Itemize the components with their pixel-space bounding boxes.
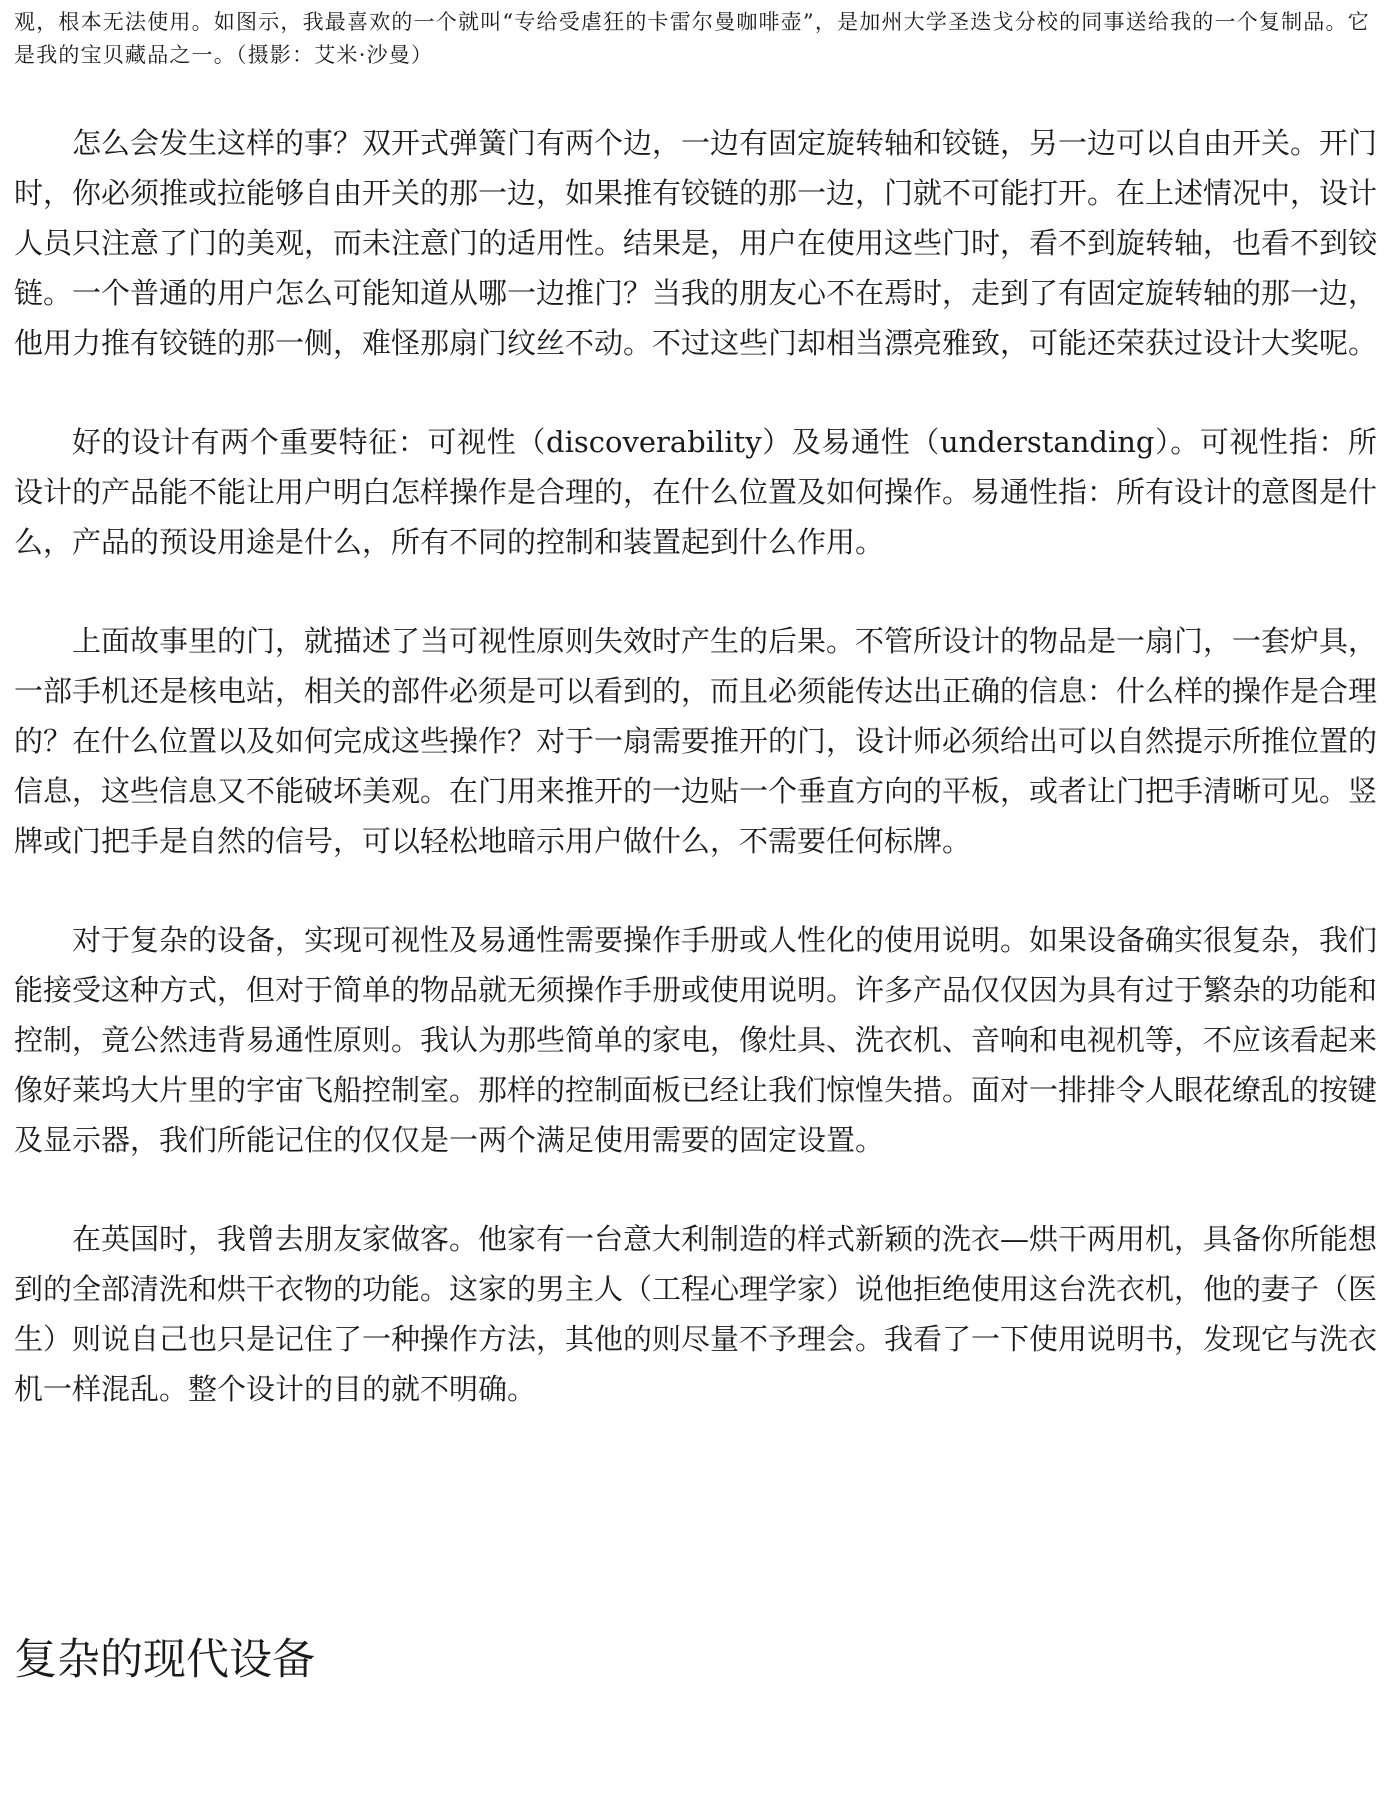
paragraph-complex-devices: 对于复杂的设备，实现可视性及易通性需要操作手册或人性化的使用说明。如果设备确实很复杂，我们能接受这种方式，但对于简单的物品就无须操作手册或使用说明。许多产品仅仅因为具有过于繁杂的功能和控制，竟公然违背易通性原则。我认为那些简单的家电，像灶具、洗衣机、音响和电视机等，不应该看起来像好莱坞大片里的宇宙飞船控制室。那样的控制面板已经让我们惊惶失措。面对一排排令人眼花缭乱的按键及显示器，我们所能记住的仅仅是一两个满足使用需要的固定设置。 xyxy=(14,923,1378,1157)
paragraph-washing-machine: 在英国时，我曾去朋友家做客。他家有一台意大利制造的样式新颖的洗衣—烘干两用机，具备你所能想到的全部清洗和烘干衣物的功能。这家的男主人（工程心理学家）说他拒绝使用这台洗衣机，他的妻子（医生）则说自己也只是记住了一种操作方法，其他的则尽量不予理会。我看了一下使用说明书，发现它与洗衣机一样混乱。整个设计的目的就不明确。 xyxy=(14,1222,1378,1406)
figure-caption: 观，根本无法使用。如图示，我最喜欢的一个就叫“专给受虐狂的卡雷尔曼咖啡壶”，是加州大学圣迭戈分校的同事送给我的一个复制品。它是我的宝贝藏品之一。（摄影：艾米·沙曼） xyxy=(14,10,1370,67)
paragraph-door-hinges: 怎么会发生这样的事？双开式弹簧门有两个边，一边有固定旋转轴和铰链，另一边可以自由开关。开门时，你必须推或拉能够自由开关的那一边，如果推有铰链的那一边，门就不可能打开。在上述情况中，设计人员只注意了门的美观，而未注意门的适用性。结果是，用户在使用这些门时，看不到旋转轴，也看不到铰链。一个普通的用户怎么可能知道从哪一边推门？当我的朋友心不在焉时，走到了有固定旋转轴的那一边，他用力推有铰链的那一侧，难怪那扇门纹丝不动。不过这些门却相当漂亮雅致，可能还荣获过设计大奖呢。 xyxy=(14,126,1378,360)
section-heading: 复杂的现代设备 xyxy=(14,1635,315,1685)
paragraph-discoverability-understanding: 好的设计有两个重要特征：可视性（discoverability）及易通性（understanding）。可视性指：所设计的产品能不能让用户明白怎样操作是合理的，在什么位置及如何操作。易通性指：所有设计的意图是什么，产品的预设用途是什么，所有不同的控制和装置起到什么作用。 xyxy=(14,425,1378,559)
paragraph-visibility-failure: 上面故事里的门，就描述了当可视性原则失效时产生的后果。不管所设计的物品是一扇门，一套炉具，一部手机还是核电站，相关的部件必须是可以看到的，而且必须能传达出正确的信息：什么样的操作是合理的？在什么位置以及如何完成这些操作？对于一扇需要推开的门，设计师必须给出可以自然提示所推位置的信息，这些信息又不能破坏美观。在门用来推开的一边贴一个垂直方向的平板，或者让门把手清晰可见。竖牌或门把手是自然的信号，可以轻松地暗示用户做什么，不需要任何标牌。 xyxy=(14,624,1378,858)
body-text xyxy=(14,118,1377,1463)
